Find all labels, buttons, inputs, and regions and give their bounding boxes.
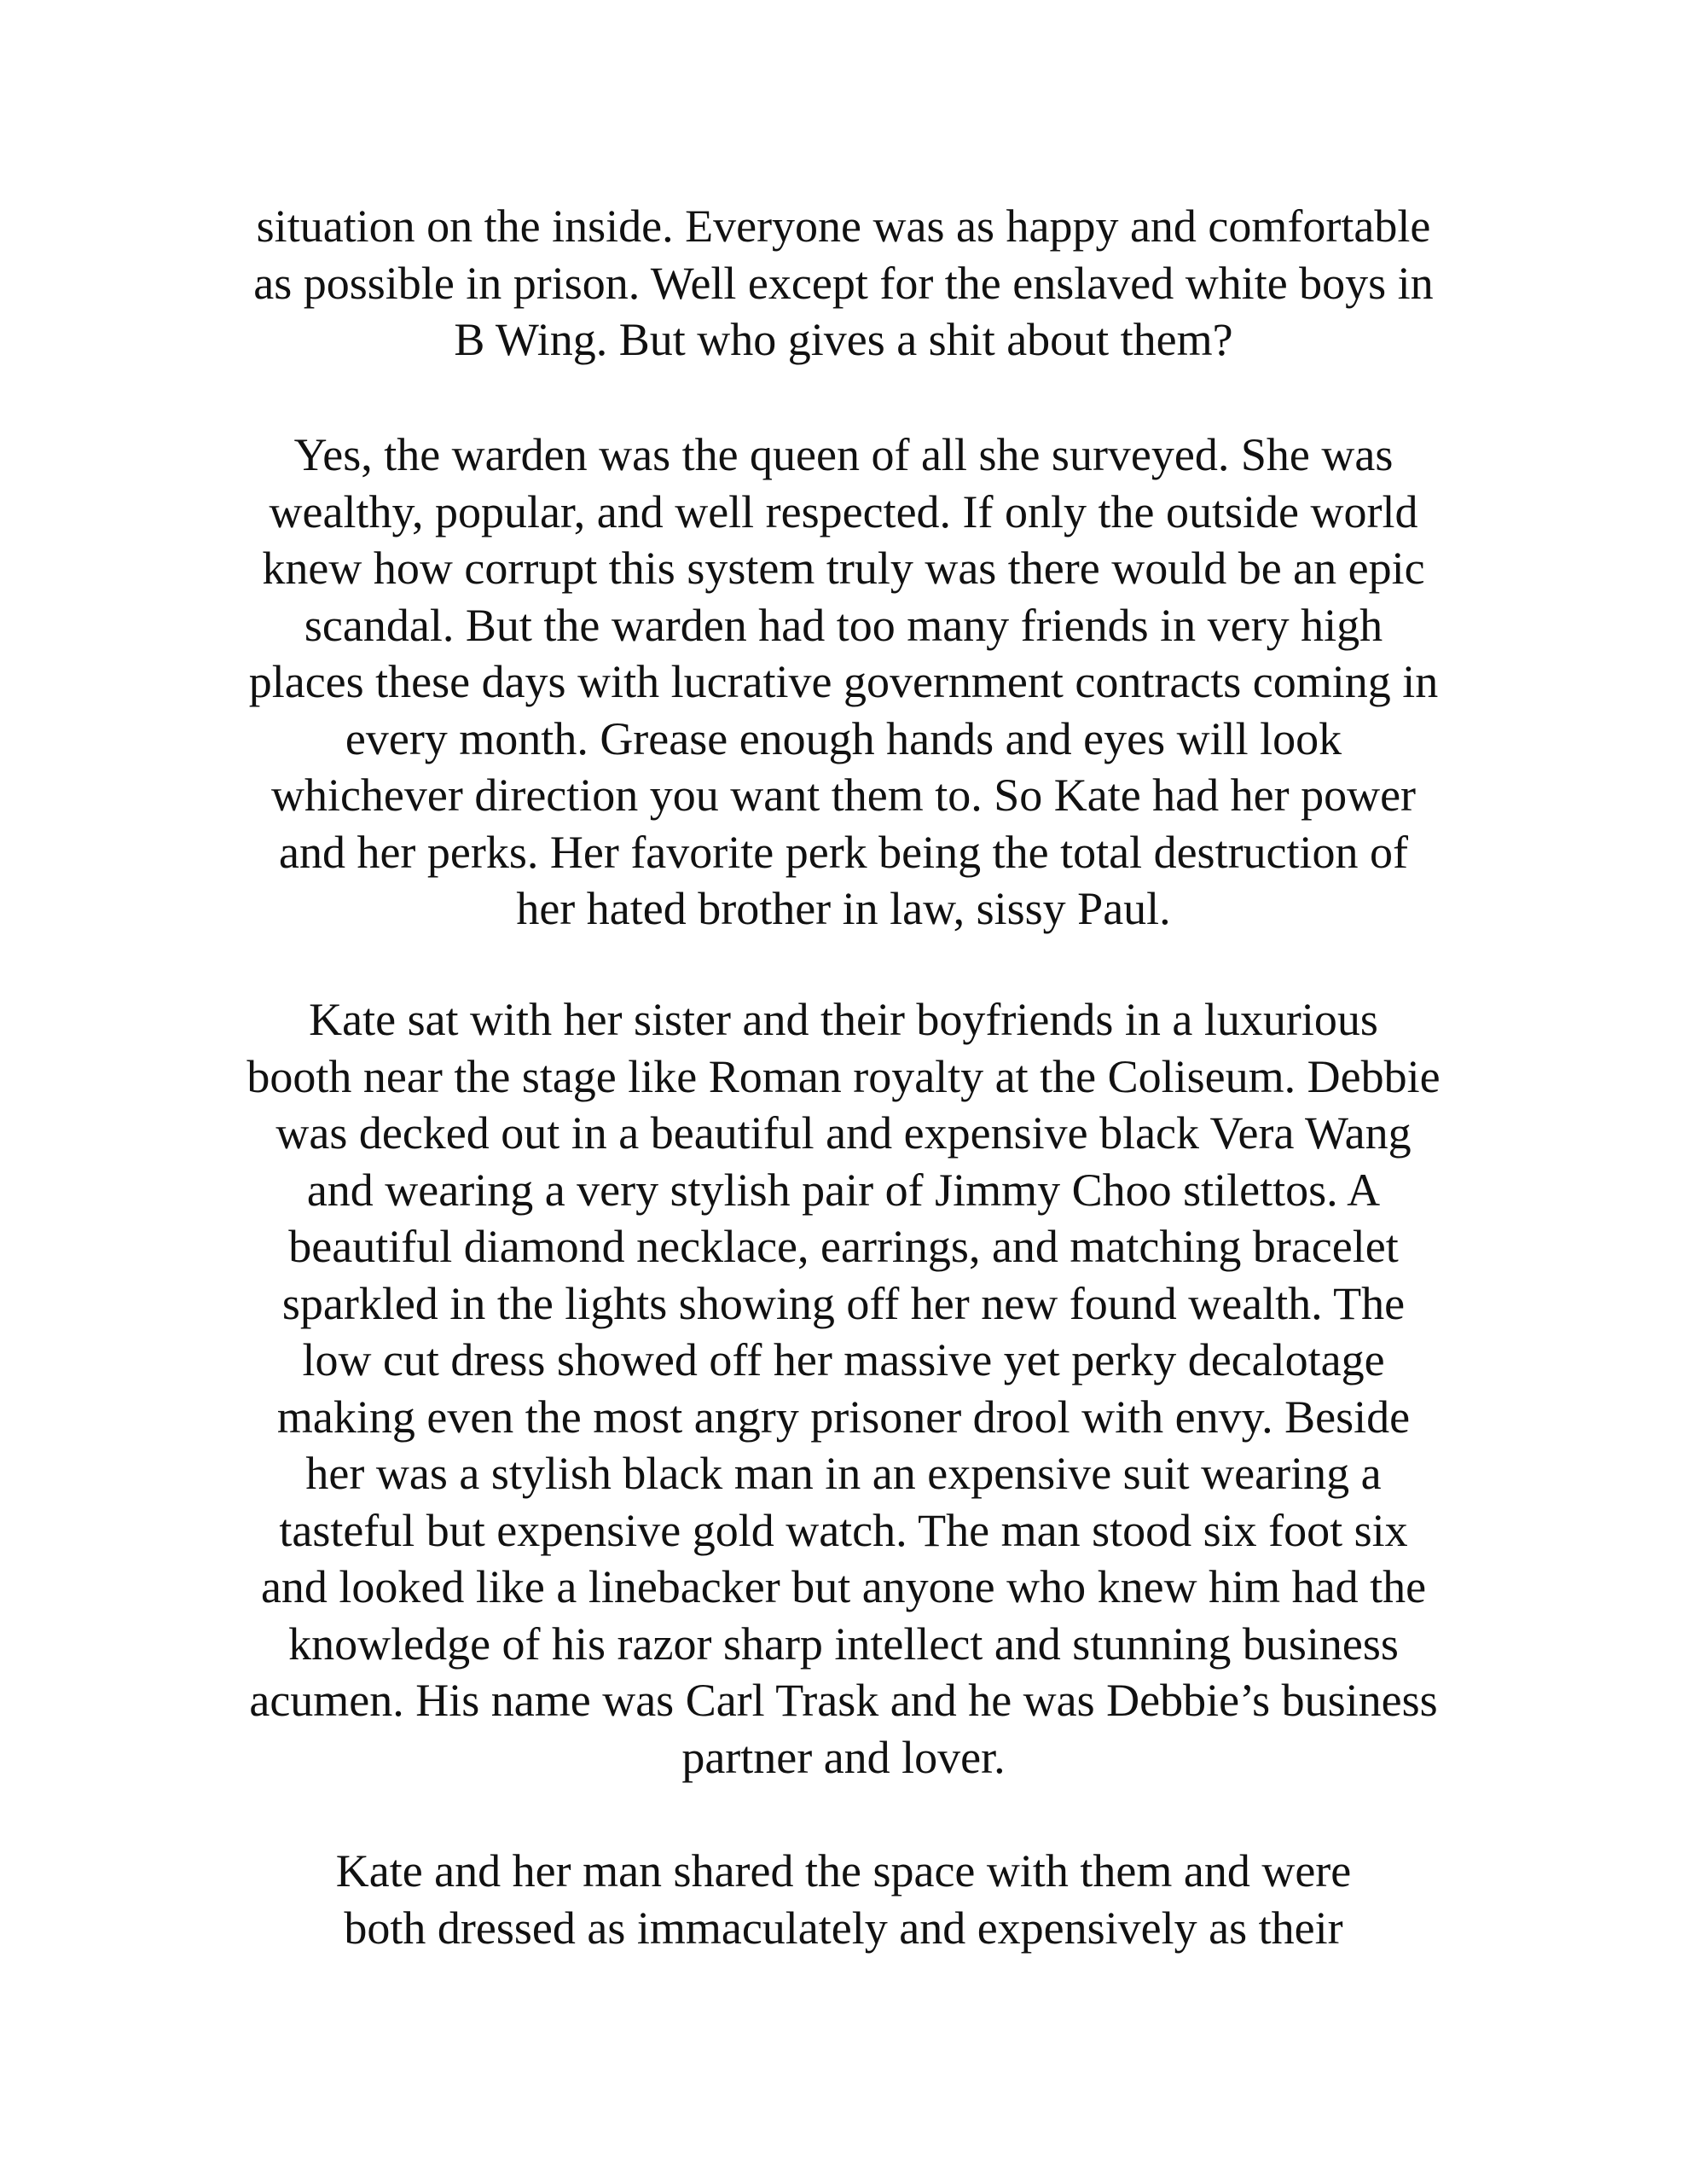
text-line: acumen. His name was Carl Trask and he was Debbie’s business	[249, 1675, 1438, 1726]
paragraph-3	[171, 991, 1516, 1786]
text-line: low cut dress showed off her massive yet perky decalotage	[302, 1334, 1385, 1385]
text-line: and looked like a linebacker but anyone who knew him had the	[260, 1561, 1427, 1612]
text-line: every month. Grease enough hands and eyes will look	[345, 712, 1342, 764]
text-line: and her perks. Her favorite perk being the total destruction of	[278, 826, 1409, 878]
text-line: tasteful but expensive gold watch. The man stood six foot six	[279, 1504, 1408, 1556]
text-line: wealthy, popular, and well respected. If only the outside world	[269, 485, 1418, 537]
text-line: and wearing a very stylish pair of Jimmy Choo stilettos. A	[306, 1164, 1381, 1216]
text-line: B Wing. But who gives a shit about them?	[454, 314, 1233, 365]
text-line: scandal. But the warden had too many friends in very high	[304, 599, 1383, 651]
paragraph-2	[171, 427, 1516, 938]
text-line: knowledge of his razor sharp intellect and stunning business	[288, 1618, 1399, 1670]
text-line: sparkled in the lights showing off her new found wealth. The	[281, 1277, 1406, 1329]
text-line: as possible in prison. Well except for the enslaved white boys in	[253, 257, 1434, 309]
text-line: partner and lover.	[681, 1731, 1006, 1783]
text-line: Kate sat with her sister and their boyfriends in a luxurious	[309, 994, 1378, 1045]
text-line: situation on the inside. Everyone was as happy and comfortable	[256, 200, 1431, 252]
text-line: Yes, the warden was the queen of all she surveyed. She was	[293, 429, 1394, 480]
text-line: was decked out in a beautiful and expensive black Vera Wang	[275, 1107, 1412, 1159]
text-line: knew how corrupt this system truly was there would be an epic	[262, 543, 1425, 594]
paragraph-1	[171, 198, 1516, 369]
text-line: her was a stylish black man in an expensive suit wearing a	[305, 1448, 1382, 1499]
text-line: beautiful diamond necklace, earrings, and matching bracelet	[288, 1221, 1399, 1272]
text-line: places these days with lucrative government contracts coming in	[248, 656, 1439, 707]
text-line: her hated brother in law, sissy Paul.	[516, 883, 1171, 934]
paragraph-4	[171, 1843, 1516, 1956]
text-line: whichever direction you want them to. So Kate had her power	[270, 770, 1417, 821]
text-line: both dressed as immaculately and expensively as their	[344, 1902, 1343, 1954]
text-line: Kate and her man shared the space with them and were	[335, 1845, 1352, 1896]
text-line: booth near the stage like Roman royalty at the Coliseum. Debbie	[246, 1050, 1441, 1102]
text-line: making even the most angry prisoner drool with envy. Beside	[276, 1391, 1411, 1443]
